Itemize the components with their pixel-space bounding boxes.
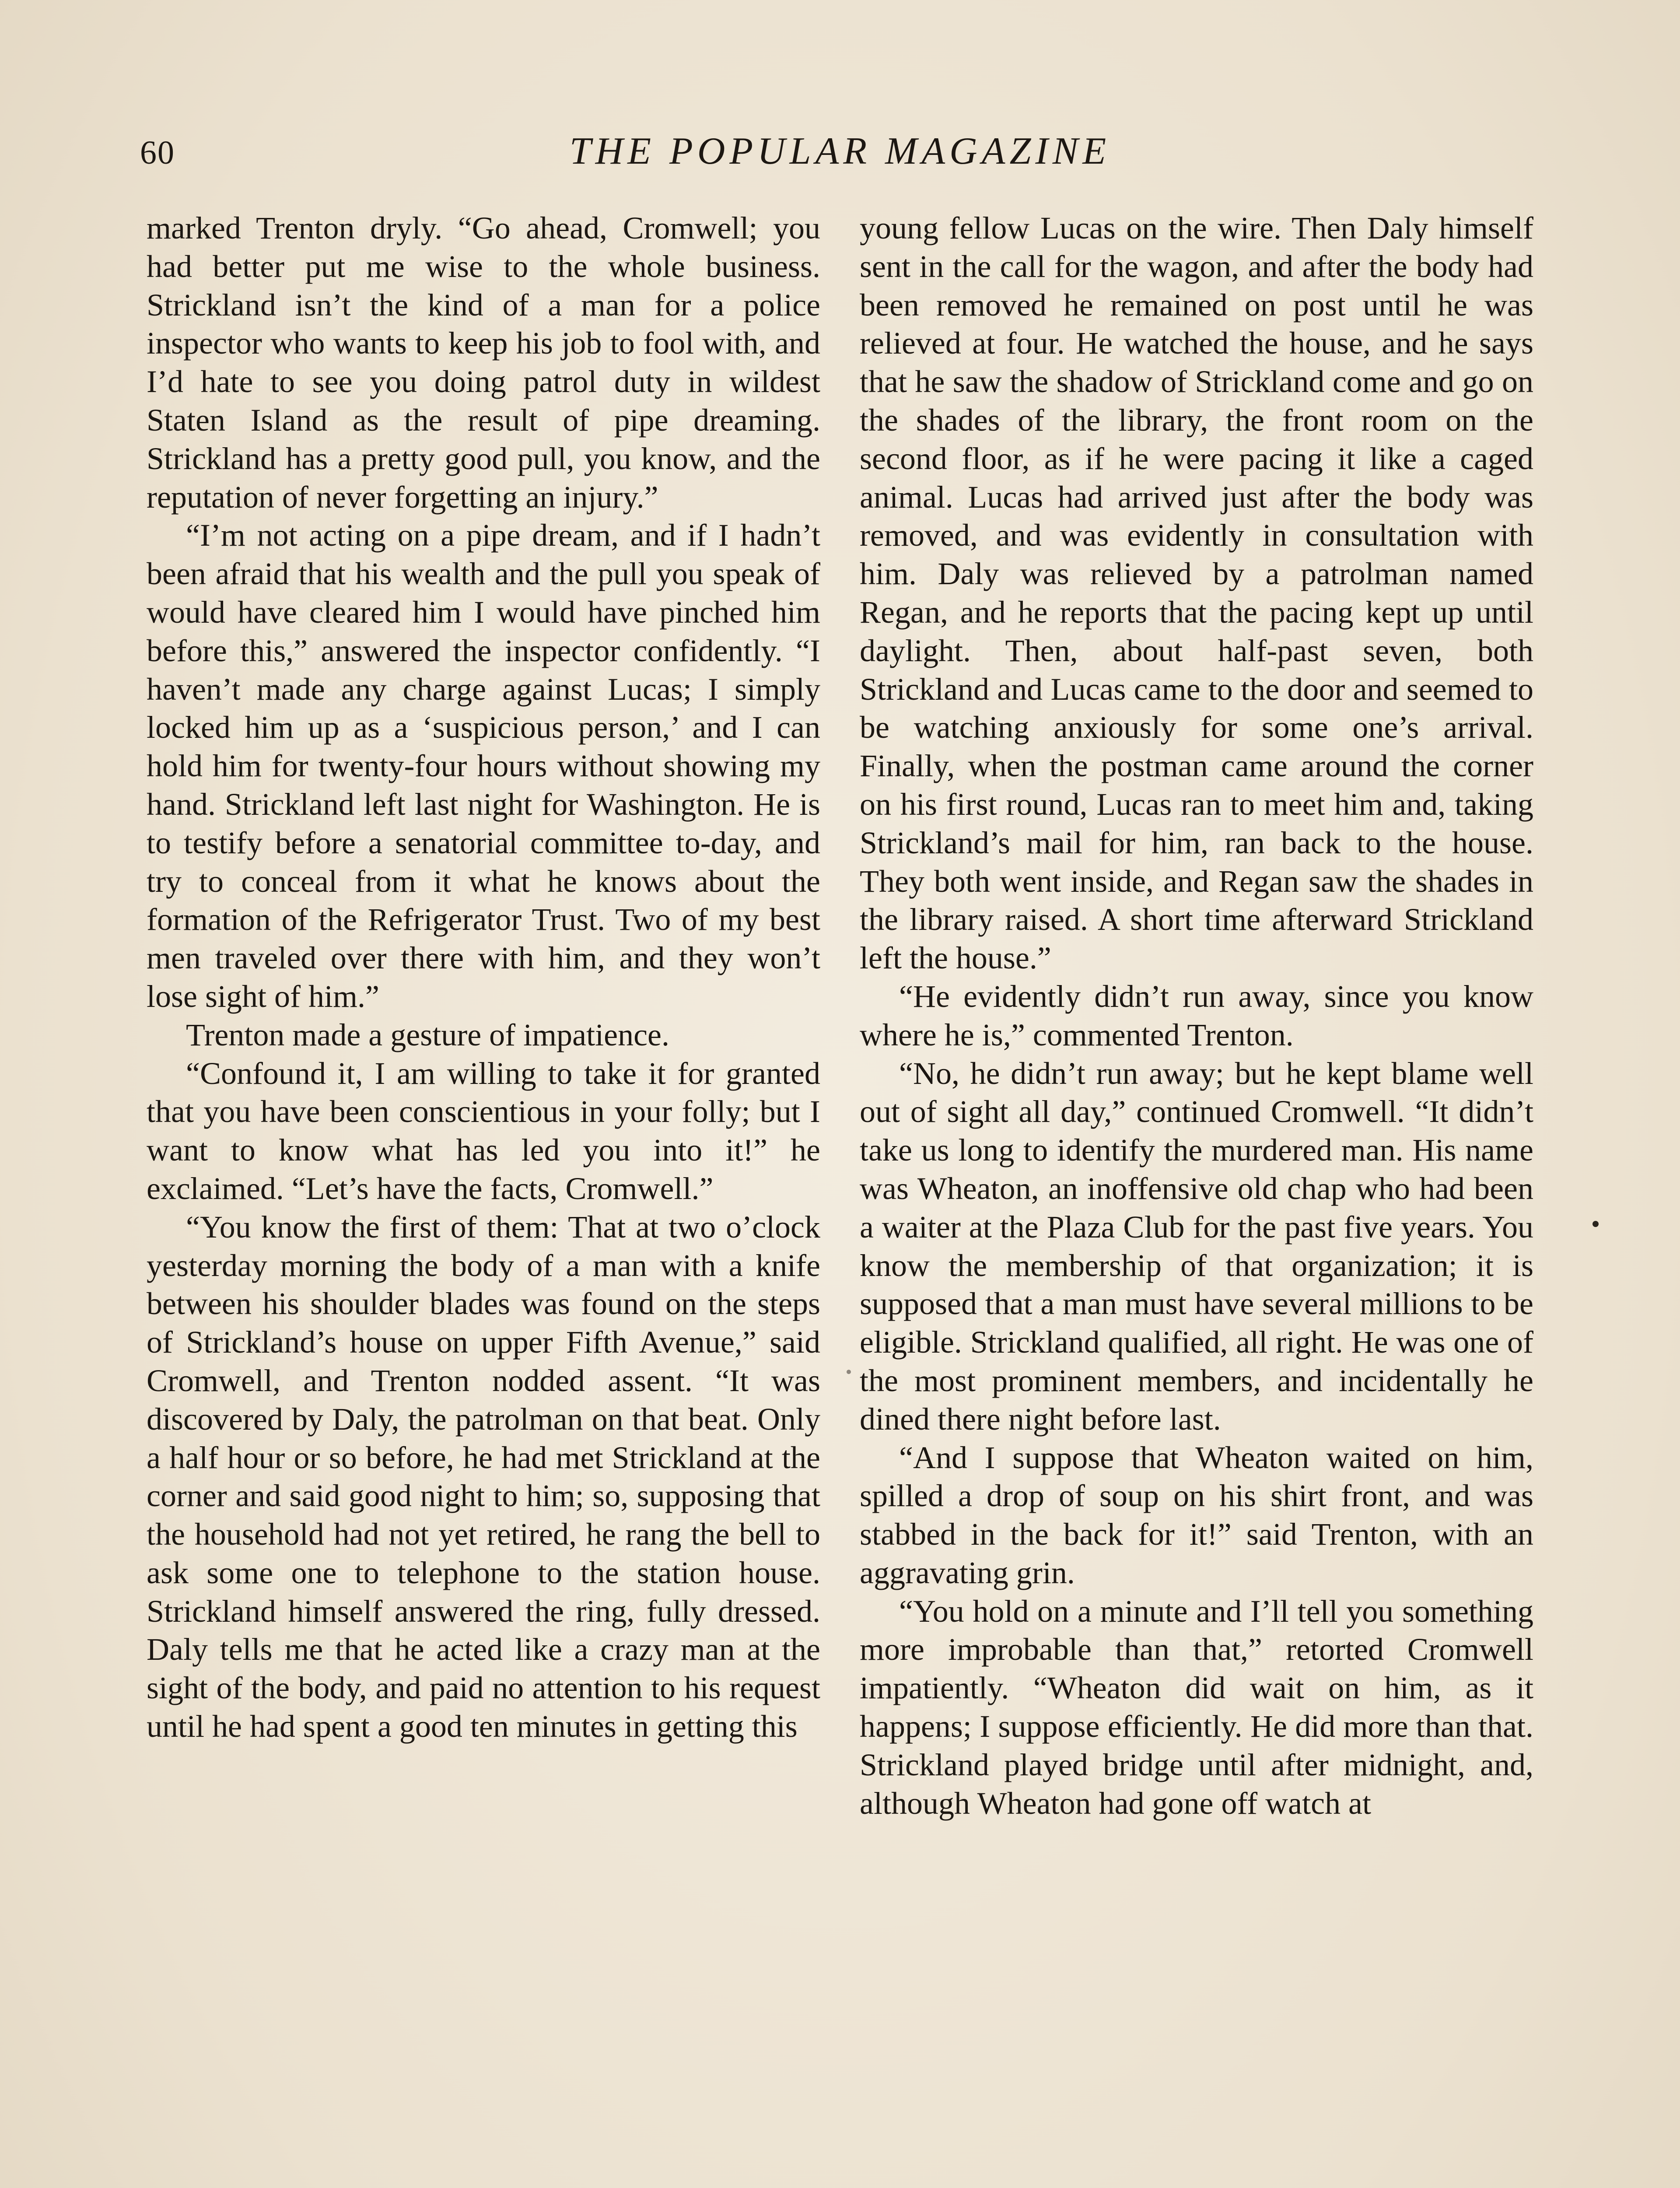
page-header: [140, 127, 1540, 179]
right-column: [860, 209, 1533, 2188]
paragraph: marked Trenton dryly. “Go ahead, Cromwell; you had better put me wise to the whole business. Strickland isn’t the kind of a man for a police inspector who wants to keep his job to fool with, and I’d hate to see you doing patrol duty in wildest Staten Island as the result of pipe dreaming. Strickland has a pretty good pull, you know, and the reputation of never forgetting an injury.”: [147, 210, 820, 515]
paragraph: “He evidently didn’t run away, since you know where he is,” commented Trenton.: [860, 978, 1533, 1052]
paragraph: “You know the first of them: That at two o’clock yesterday morning the body of a man with a knife between his shoulder blades was found on the steps of Strickland’s house on upper Fifth Avenue,” said Cromwell, and Trenton nodded assent. “It was discovered by Daly, the patrolman on that beat. Only a half hour or so before, he had met Strickland at the corner and said good night to him; so, supposing that the household had not yet retired, he rang the bell to ask some one to telephone to the station house. Strickland himself answered the ring, fully dressed. Daly tells me that he acted like a crazy man at the sight of the body, and paid no attention to his request until he had spent a good ten minutes in getting this: [147, 1209, 820, 1744]
left-column: [147, 209, 820, 2188]
paragraph: “No, he didn’t run away; but he kept blame well out of sight all day,” continued Cromwell. “It didn’t take us long to identify the murdered man. His name was Wheaton, an inoffensive old chap who had been a waiter at the Plaza Club for the past five years. You know the membership of that organization; it is supposed that a man must have several millions to be eligible. Strickland qualified, all right. He was one of the most prominent members, and incidentally he dined there night before last.: [860, 1055, 1533, 1437]
ink-speck: [1592, 1221, 1599, 1227]
page-number: 60: [140, 134, 175, 171]
paragraph: “And I suppose that Wheaton waited on him, spilled a drop of soup on his shirt front, and was stabbed in the back for it!” said Trenton, with an aggravating grin.: [860, 1440, 1533, 1590]
paragraph: “I’m not acting on a pipe dream, and if I hadn’t been afraid that his wealth and the pull you speak of would have cleared him I would have pinched him before this,” answered the inspector confidently. “I haven’t made any charge against Lucas; I simply locked him up as a ‘suspicious person,’ and I can hold him for twenty-four hours without showing my hand. Strickland left last night for Washington. He is to testify before a senatorial committee to-day, and try to conceal from it what he knows about the formation of the Refrigerator Trust. Two of my best men traveled over there with him, and they won’t lose sight of him.”: [147, 518, 820, 1014]
paragraph: “Confound it, I am willing to take it for granted that you have been conscientious in your folly; but I want to know what has led you into it!” he exclaimed. “Let’s have the facts, Cromwell.”: [147, 1055, 820, 1206]
paragraph: Trenton made a gesture of impatience.: [186, 1017, 669, 1052]
ink-speck: [847, 1370, 851, 1374]
paragraph: “You hold on a minute and I’ll tell you something more improbable than that,” retorted Cromwell impatiently. “Wheaton did wait on him, as it happens; I suppose efficiently. He did more than that. Strickland played bridge until after midnight, and, although Wheaton had gone off watch at: [860, 1593, 1533, 1821]
running-title: THE POPULAR MAGAZINE: [569, 130, 1111, 172]
paragraph: young fellow Lucas on the wire. Then Daly himself sent in the call for the wagon, and after the body had been removed he remained on post until he was relieved at four. He watched the house, and he says that he saw the shadow of Strickland come and go on the shades of the library, the front room on the second floor, as if he were pacing it like a caged animal. Lucas had arrived just after the body was removed, and was evidently in consultation with him. Daly was relieved by a patrolman named Regan, and he reports that the pacing kept up until daylight. Then, about half-past seven, both Strickland and Lucas came to the door and seemed to be watching anxiously for some one’s arrival. Finally, when the postman came around the corner on his first round, Lucas ran to meet him and, taking Strickland’s mail for him, ran back to the house. They both went inside, and Regan saw the shades in the library raised. A short time afterward Strickland left the house.”: [860, 210, 1533, 976]
